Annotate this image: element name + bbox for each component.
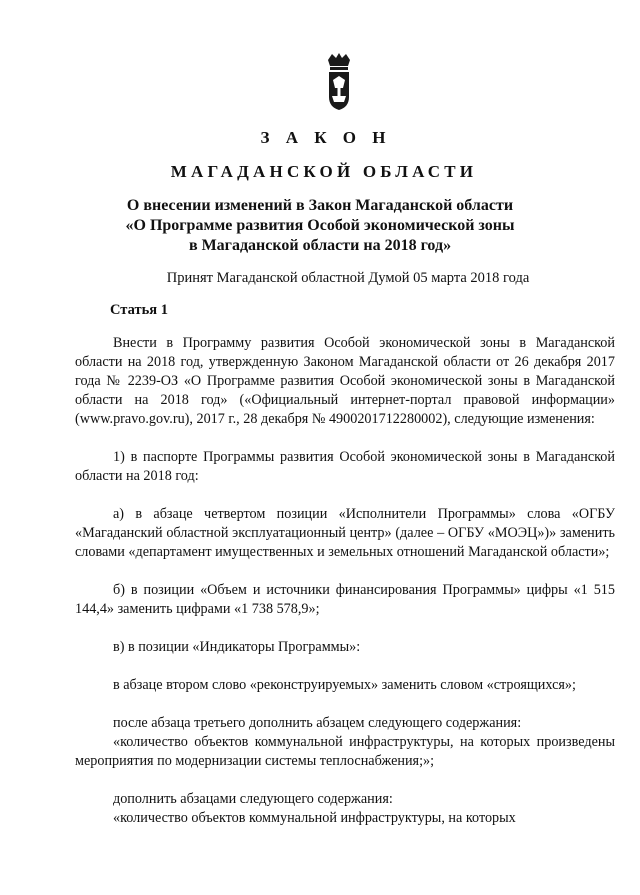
law-title-line: О внесении изменений в Закон Магаданской области [126,197,514,214]
region-heading: МАГАДАНСКОЙ ОБЛАСТИ [170,162,478,181]
coat-of-arms-icon [326,52,352,112]
law-title-line: «О Программе развития Особой экономической зоны [125,217,515,234]
law-title [0,196,640,256]
paragraph: а) в абзаце четвертом позиции «Исполнители Программы» слова «ОГБУ «Магаданский областной эксплуатационный центр» (далее – ОГБУ «МОЭЦ»)» заменить словами «департамент имущественных и земельных отношений Магаданской области»; [75,506,615,560]
paragraph: 1) в паспорте Программы развития Особой экономической зоны в Магаданской области на 2018 год: [75,449,615,484]
document-type-heading: З А К О Н [260,128,392,147]
paragraph: «количество объектов коммунальной инфраструктуры, на которых произведены мероприятия по модернизации системы теплоснабжения;»; [75,734,615,769]
paragraph: б) в позиции «Объем и источники финансирования Программы» цифры «1 515 144,4» заменить цифрами «1 738 578,9»; [75,582,615,617]
adoption-date: Принят Магаданской областной Думой 05 марта 2018 года [166,270,530,286]
paragraph: в) в позиции «Индикаторы Программы»: [113,639,361,655]
article-heading: Статья 1 [110,302,168,318]
law-title-line: в Магаданской области на 2018 год» [188,237,452,254]
article-body [75,334,615,828]
paragraph: «количество объектов коммунальной инфраструктуры, на которых [113,810,516,826]
paragraph: после абзаца третьего дополнить абзацем следующего содержания: [113,715,522,731]
paragraph: в абзаце втором слово «реконструируемых» заменить словом «строящихся»; [113,677,576,693]
paragraph: Внести в Программу развития Особой экономической зоны в Магаданской области на 2018 год, утвержденную Законом Магаданской области от 26 декабря 2017 года № 2239-ОЗ «О Программе развития Особой экономической зоны в Магаданской области на 2018 год» («Официальный интернет-портал правовой информации» (www.pravo.gov.ru), 2017 г., 28 декабря № 4900201712280002), следующие изменения: [75,335,615,427]
paragraph: дополнить абзацами следующего содержания: [113,791,393,807]
